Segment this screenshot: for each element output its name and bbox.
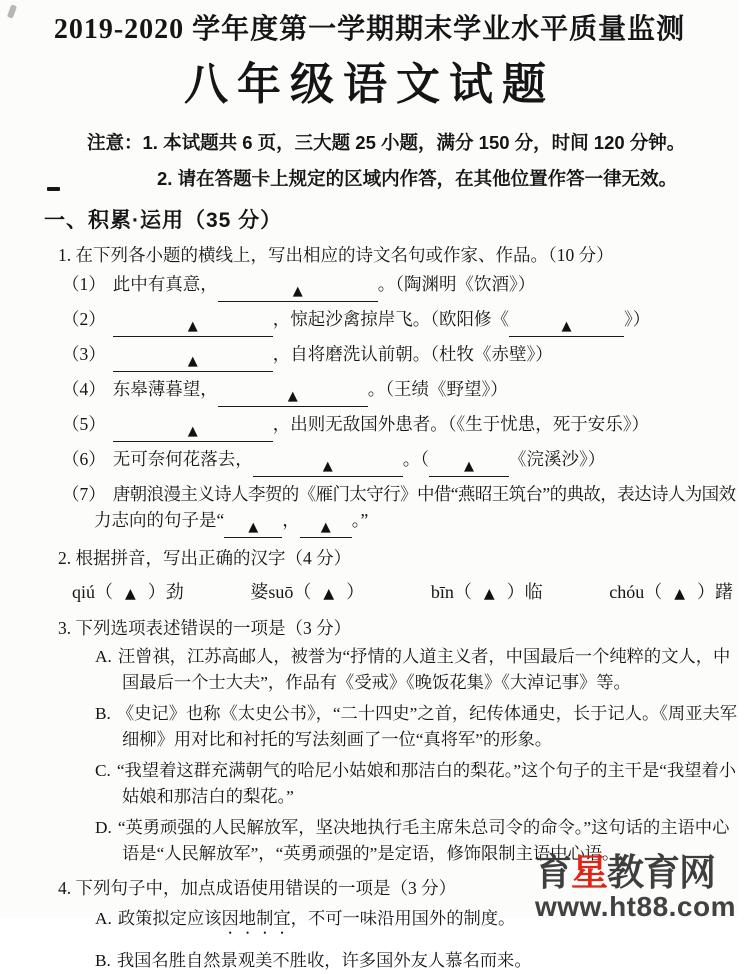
answer-blank — [113, 418, 273, 442]
item-text: 唐朝浪漫主义诗人李贺的《雁门太守行》中借“燕昭王筑台”的典故，表达诗人为国效 — [112, 484, 736, 504]
answer-blank — [509, 313, 624, 337]
answer-blank — [300, 514, 352, 538]
question4-stem: 4. 下列句子中，加点成语使用错误的一项是（3 分） — [58, 877, 457, 898]
q3-option-a — [95, 644, 744, 697]
option-text: “英勇顽强的人民解放军，坚决地执行毛主席朱总司令的命令。”这句话的主语中心语是“人民解放军”，“英勇顽强的”是定语，修饰限制主语中心语。 — [117, 817, 730, 863]
answer-blank — [218, 278, 378, 302]
answer-blank — [253, 453, 403, 477]
pinyin-item-4 — [609, 578, 733, 608]
item-text: 。（王绩《野望》） — [367, 379, 508, 399]
question2-stem: 2. 根据拼音，写出正确的汉字（4 分） — [58, 547, 352, 568]
notice-line2: 2. 请在答题卡上规定的区域内作答，在其他位置作答一律无效。 — [157, 168, 678, 189]
q4-option-b-clipped — [95, 948, 739, 974]
option-text: 《史记》也称《太史公书》，“二十四史”之首，纪传体通史，长于记人。《周亚夫军细柳》用对比和衬托的写法刻画了一位“真将军”的形象。 — [116, 703, 738, 749]
notice-label: 注意： — [87, 132, 143, 153]
pinyin-text: chóu（ — [609, 581, 663, 602]
item-text: 力志向的句子是“ — [94, 509, 225, 530]
q1-item-5 — [62, 412, 739, 442]
triangle-marker: ▲ — [322, 459, 333, 474]
triangle-marker: ▲ — [561, 319, 572, 334]
q3-option-b — [95, 701, 744, 754]
item-text: 东皋薄暮望， — [112, 379, 218, 399]
triangle-marker: ▲ — [483, 585, 495, 602]
triangle-marker: ▲ — [125, 585, 136, 602]
q1-item-2 — [62, 307, 739, 337]
pinyin-item-3 — [431, 578, 543, 608]
item-number: （3） — [62, 344, 106, 364]
item-text: 《浣溪沙》） — [509, 449, 606, 469]
option-letter: B. — [95, 950, 111, 970]
item-number: （5） — [62, 414, 106, 434]
q1-item-7 — [62, 482, 739, 538]
question1-stem: 1. 在下列各小题的横线上，写出相应的诗文名句或作家、作品。（10 分） — [58, 245, 614, 265]
pinyin-item-2 — [250, 578, 364, 608]
watermark-brand-red-char: 星 — [570, 852, 607, 893]
item-text: 此中有真意， — [112, 274, 218, 294]
item-text: ，惊起沙禽掠岸飞。（欧阳修《 — [272, 309, 509, 329]
triangle-marker: ▲ — [287, 389, 298, 404]
item-number: （7） — [62, 484, 106, 504]
item-number: （4） — [62, 379, 106, 399]
triangle-marker: ▲ — [187, 319, 198, 334]
item-text: 。（陶渊明《饮酒》） — [377, 274, 536, 294]
option-text: 汪曾祺，江苏高邮人，被誉为“抒情的人道主义者，中国最后一个纯粹的文人，中国最后一个士大夫”，作品有《受戒》《晚饭花集》《大淖记事》等。 — [117, 646, 731, 692]
q1-item-6 — [62, 447, 739, 477]
pinyin-text: ）劲 — [147, 581, 184, 602]
q1-item-1 — [62, 272, 739, 302]
option-text: “我望着这群充满朝气的哈尼小姑娘和那洁白的梨花。”这个句子的主干是“我望着小姑娘和那洁白的梨花。” — [116, 760, 737, 806]
item-text: 》） — [624, 309, 651, 329]
answer-blank — [429, 453, 509, 477]
pinyin-item-1 — [72, 578, 184, 608]
pinyin-text: ）临 — [506, 581, 543, 602]
item-text: ，出则无敌国外患者。（《生于忧患，死于安乐》） — [272, 414, 649, 434]
answer-blank — [224, 514, 282, 538]
option-letter: C. — [95, 760, 111, 780]
option-letter: A. — [95, 646, 112, 666]
question3-stem: 3. 下列选项表述错误的一项是（3 分） — [58, 617, 352, 638]
emphasized-idiom: 因地制宜 — [221, 908, 291, 928]
watermark-brand-text: 育 — [534, 852, 571, 893]
item-text: ，自将磨洗认前朝。（杜牧《赤壁》） — [272, 344, 553, 364]
q1-item-3 — [62, 342, 739, 372]
option-text: 政策拟定应该 — [117, 908, 222, 928]
pinyin-text: ）躇 — [697, 581, 733, 602]
section1-heading: 一、积累·运用（35 分） — [44, 209, 283, 232]
q3-option-c — [95, 758, 744, 811]
item-text: ， — [282, 509, 300, 530]
pinyin-text: 婆suō（ — [250, 581, 312, 602]
triangle-marker: ▲ — [674, 585, 685, 602]
pinyin-text: bīn（ — [430, 581, 472, 602]
pinyin-text: qiú（ — [72, 581, 114, 602]
item-text-continuation — [94, 508, 739, 538]
q1-item-4 — [62, 377, 739, 407]
option-text: 我国名胜自然景观美不胜收，许多国外友人慕名而来。 — [116, 950, 532, 970]
item-number: （6） — [62, 449, 106, 469]
pinyin-text: ） — [346, 581, 365, 602]
notice-text-1: 1. 本试题共 6 页，三大题 25 小题，满分 150 分，时间 120 分钟。 — [142, 132, 686, 153]
item-number: （2） — [62, 309, 106, 329]
triangle-marker: ▲ — [323, 585, 335, 602]
item-text: 。（ — [402, 449, 429, 469]
answer-blank — [113, 348, 273, 372]
option-text: ，不可一味沿用国外的制度。 — [290, 908, 516, 928]
option-letter: D. — [95, 817, 112, 837]
triangle-marker: ▲ — [292, 284, 303, 299]
triangle-marker: ▲ — [248, 519, 259, 535]
q2-pinyin-row — [72, 578, 733, 608]
notice-line1 — [87, 130, 739, 156]
exam-title-line1: 2019-2020 学年度第一学期期末学业水平质量监测 — [53, 14, 686, 45]
triangle-marker: ▲ — [187, 424, 198, 439]
option-letter: B. — [95, 703, 111, 723]
answer-blank — [218, 383, 368, 407]
triangle-marker: ▲ — [187, 354, 198, 369]
scan-dash-artifact — [47, 187, 60, 191]
exam-title-line2: 八年级语文试题 — [184, 60, 555, 109]
watermark-brand-text: 教育网 — [606, 852, 715, 893]
item-number: （1） — [62, 274, 106, 294]
triangle-marker: ▲ — [320, 519, 331, 535]
item-text: 无可奈何花落去， — [112, 449, 253, 469]
triangle-marker: ▲ — [464, 459, 474, 474]
item-text: 。” — [351, 509, 369, 530]
watermark-site-url: www.ht88.com — [534, 891, 736, 922]
answer-blank — [113, 313, 273, 337]
watermark-brand — [535, 854, 736, 891]
option-letter: A. — [95, 908, 112, 928]
watermark — [535, 854, 736, 921]
